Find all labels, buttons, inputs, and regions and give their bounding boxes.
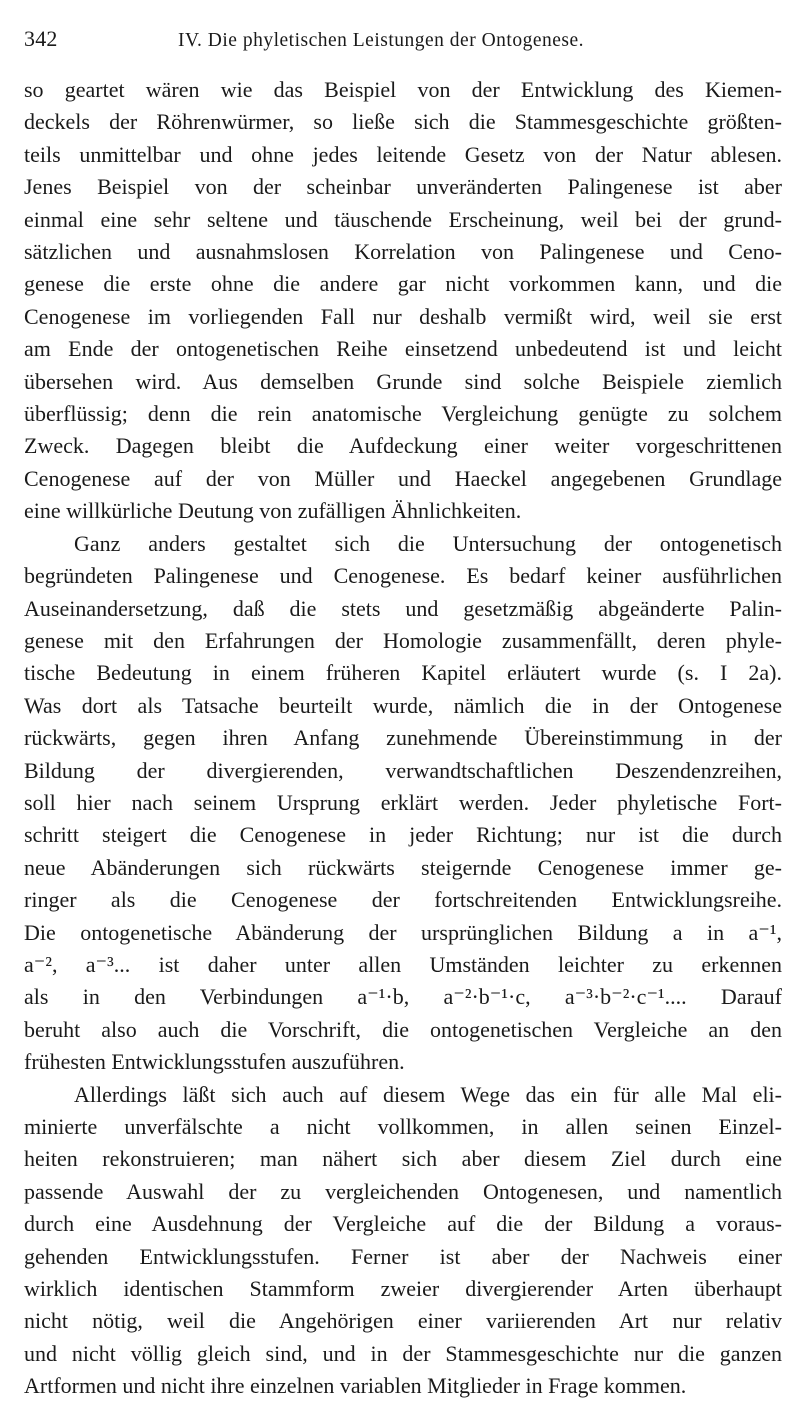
body-text	[24, 74, 782, 1403]
text-line: wirklich identischen Stammform zweier divergierender Arten überhaupt	[24, 1276, 782, 1302]
text-line: gehenden Entwicklungsstufen. Ferner ist aber der Nachweis einer	[24, 1243, 782, 1269]
text-line: durch eine Ausdehnung der Vergleiche auf die der Bildung a voraus-	[24, 1211, 782, 1237]
text-line: passende Auswahl der zu vergleichenden Ontogenesen, und namentlich	[24, 1178, 782, 1204]
text-line: am Ende der ontogenetischen Reihe einsetzend unbedeutend ist und leicht	[24, 336, 782, 362]
text-line: Artformen und nicht ihre einzelnen variablen Mitglieder in Frage kommen.	[24, 1373, 687, 1399]
text-line: einmal eine sehr seltene und täuschende Erscheinung, weil bei der grund-	[24, 206, 782, 232]
text-line: Allerdings läßt sich auch auf diesem Wege das ein für alle Mal eli-	[74, 1081, 782, 1107]
text-line: beruht also auch die Vorschrift, die ontogenetischen Vergleiche an den	[24, 1016, 782, 1042]
text-line: teils unmittelbar und ohne jedes leitende Gesetz von der Natur ablesen.	[24, 141, 782, 167]
text-line: rückwärts, gegen ihren Anfang zunehmende Übereinstimmung in der	[24, 725, 782, 751]
paragraph-1	[24, 74, 782, 528]
text-line: soll hier nach seinem Ursprung erklärt werden. Jeder phyletische Fort-	[24, 789, 782, 815]
text-line: frühesten Entwicklungsstufen auszuführen.	[24, 1049, 405, 1075]
text-line: heiten rekonstruieren; man nähert sich aber diesem Ziel durch eine	[24, 1146, 782, 1172]
text-line: Cenogenese im vorliegenden Fall nur deshalb vermißt wird, weil sie erst	[24, 303, 782, 329]
text-line: Cenogenese auf der von Müller und Haeckel angegebenen Grundlage	[24, 465, 782, 491]
running-head: IV. Die phyletischen Leistungen der Ontogenese.	[178, 30, 584, 51]
text-line: ringer als die Cenogenese der fortschreitenden Entwicklungsreihe.	[24, 887, 782, 913]
text-line: überflüssig; denn die rein anatomische Vergleichung genügte zu solchem	[24, 401, 782, 427]
text-line: begründeten Palingenese und Cenogenese. Es bedarf keiner ausführlichen	[24, 563, 782, 589]
paragraph-3	[24, 1079, 782, 1403]
text-line: als in den Verbindungen a⁻¹·b, a⁻²·b⁻¹·c, a⁻³·b⁻²·c⁻¹.... Darauf	[24, 984, 782, 1010]
text-line: sätzlichen und ausnahmslosen Korrelation von Palingenese und Ceno-	[24, 239, 782, 265]
text-line: so geartet wären wie das Beispiel von der Entwicklung des Kiemen-	[24, 77, 782, 102]
paragraph-2	[24, 528, 782, 1079]
page-header	[24, 26, 782, 66]
text-line: deckels der Röhrenwürmer, so ließe sich die Stammesgeschichte größten-	[24, 109, 782, 135]
text-line: schritt steigert die Cenogenese in jeder Richtung; nur ist die durch	[24, 822, 782, 848]
text-line: genese mit den Erfahrungen der Homologie zusammenfällt, deren phyle-	[24, 627, 782, 653]
text-line: minierte unverfälschte a nicht vollkommen, in allen seinen Einzel-	[24, 1114, 782, 1139]
text-line: Auseinandersetzung, daß die stets und gesetzmäßig abgeänderte Palin-	[24, 595, 782, 621]
text-line: übersehen wird. Aus demselben Grunde sind solche Beispiele ziemlich	[24, 368, 782, 394]
book-page	[24, 26, 782, 1403]
text-line: und nicht völlig gleich sind, und in der Stammesgeschichte nur die ganzen	[24, 1340, 782, 1366]
text-line: Was dort als Tatsache beurteilt wurde, nämlich die in der Ontogenese	[24, 692, 782, 718]
text-line: eine willkürliche Deutung von zufälligen Ähnlichkeiten.	[24, 498, 522, 524]
text-line: Ganz anders gestaltet sich die Untersuchung der ontogenetisch	[74, 530, 782, 556]
text-line: Bildung der divergierenden, verwandtschaftlichen Deszendenzreihen,	[24, 757, 782, 783]
text-line: Die ontogenetische Abänderung der ursprünglichen Bildung a in a⁻¹,	[24, 919, 782, 945]
text-line: nicht nötig, weil die Angehörigen einer variierenden Art nur relativ	[24, 1308, 782, 1334]
text-line: neue Abänderungen sich rückwärts steigernde Cenogenese immer ge-	[24, 854, 782, 880]
text-line: tische Bedeutung in einem früheren Kapitel erläutert wurde (s. I 2a).	[24, 660, 782, 686]
text-line: Zweck. Dagegen bleibt die Aufdeckung einer weiter vorgeschrittenen	[24, 433, 782, 459]
text-line: Jenes Beispiel von der scheinbar unveränderten Palingenese ist aber	[24, 174, 782, 200]
text-line: genese die erste ohne die andere gar nicht vorkommen kann, und die	[24, 271, 782, 297]
text-line: a⁻², a⁻³... ist daher unter allen Umständen leichter zu erkennen	[24, 951, 782, 977]
page-number: 342	[24, 26, 58, 51]
